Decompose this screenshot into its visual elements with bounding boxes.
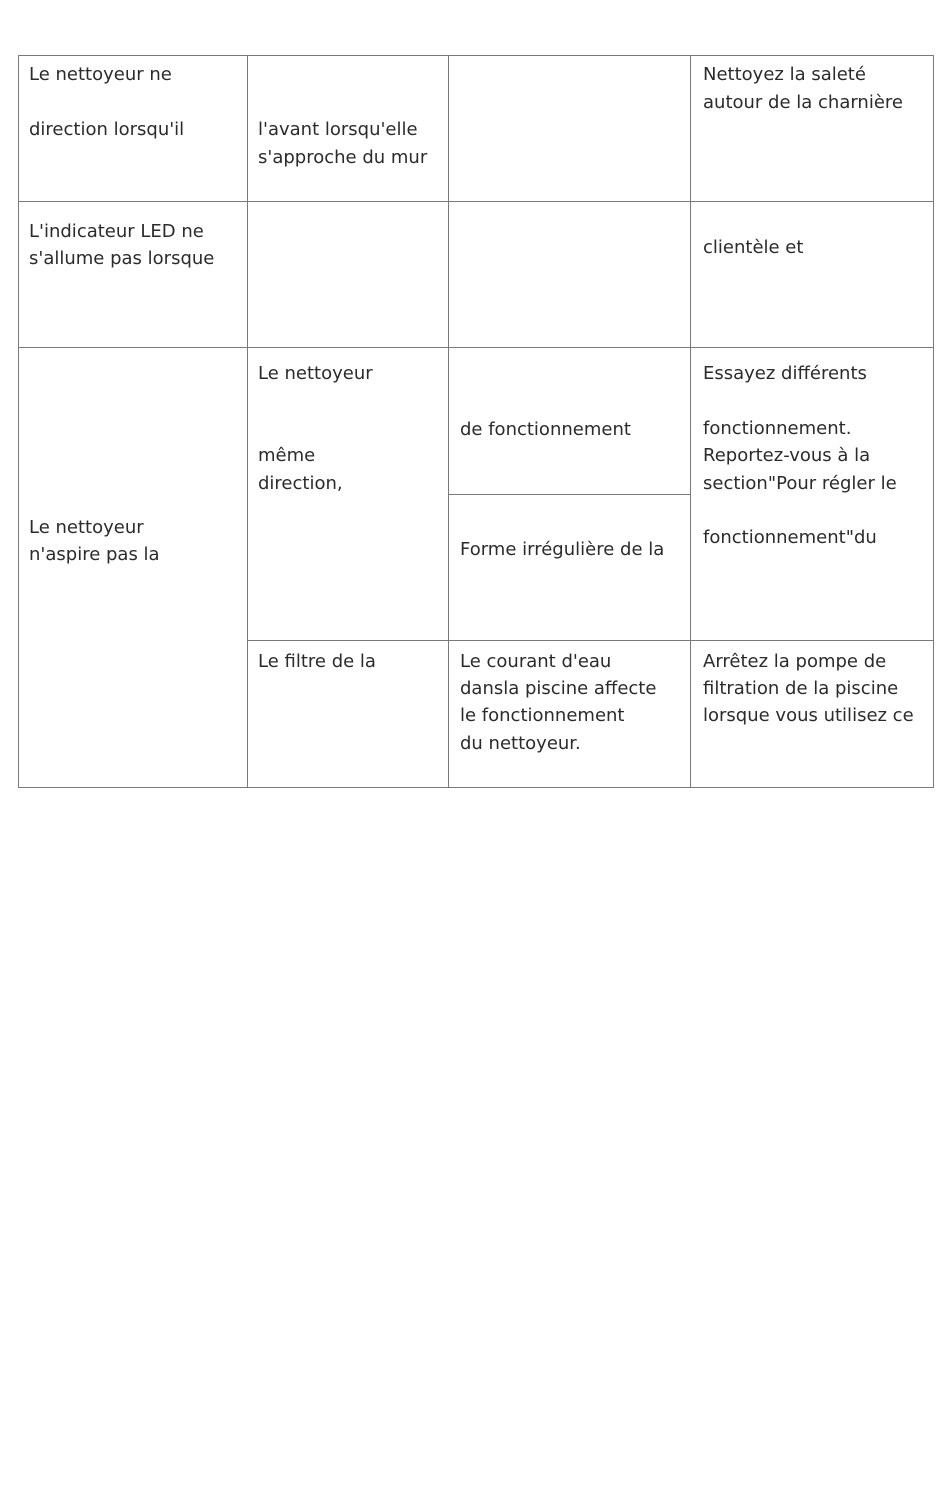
table-cell-text: du nettoyeur. xyxy=(460,733,581,754)
table-cell-text: autour de la charnière xyxy=(703,92,903,113)
table-cell-text: clientèle et xyxy=(703,237,804,258)
row-divider-3a xyxy=(448,494,690,495)
table-cell-text: Le nettoyeur xyxy=(258,363,373,384)
table-cell-text: section"Pour régler le xyxy=(703,473,897,494)
table-cell-text: Arrêtez la pompe de xyxy=(703,651,887,672)
table-cell-text: Le nettoyeur xyxy=(29,517,144,538)
table-cell-text: Essayez différents xyxy=(703,363,867,384)
table-cell-text: Le filtre de la xyxy=(258,651,376,672)
table-cell-text: l'avant lorsqu'elle xyxy=(258,119,418,140)
table-cell-text: Nettoyez la saleté xyxy=(703,64,866,85)
table-cell-text: Le nettoyeur ne xyxy=(29,64,172,85)
table-cell-text: direction, xyxy=(258,473,343,494)
table-cell-text: dansla piscine affecte xyxy=(460,678,657,699)
table-cell-text: n'aspire pas la xyxy=(29,544,160,565)
table-cell-text: de fonctionnement xyxy=(460,419,631,440)
column-divider-1 xyxy=(247,55,248,788)
row-divider-2 xyxy=(18,347,934,348)
table-cell-text: s'approche du mur xyxy=(258,147,428,168)
table-cell-text: même xyxy=(258,445,316,466)
table-cell-text: Reportez-vous à la xyxy=(703,445,871,466)
column-divider-2 xyxy=(448,55,449,788)
table-cell-text: fonctionnement. xyxy=(703,418,852,439)
table-cell-text: fonctionnement"du xyxy=(703,527,877,548)
table-cell-text: s'allume pas lorsque xyxy=(29,248,215,269)
table-cell-text: Le courant d'eau xyxy=(460,651,612,672)
table-cell-text: le fonctionnement xyxy=(460,705,625,726)
row-divider-4 xyxy=(247,640,934,641)
table-cell-text: filtration de la piscine xyxy=(703,678,899,699)
table-cell-text: lorsque vous utilisez ce xyxy=(703,705,914,726)
row-divider-1 xyxy=(18,201,934,202)
table-cell-text: direction lorsqu'il xyxy=(29,119,185,140)
table-cell-text: L'indicateur LED ne xyxy=(29,221,204,242)
column-divider-3 xyxy=(690,55,691,788)
table-cell-text: Forme irrégulière de la xyxy=(460,539,665,560)
